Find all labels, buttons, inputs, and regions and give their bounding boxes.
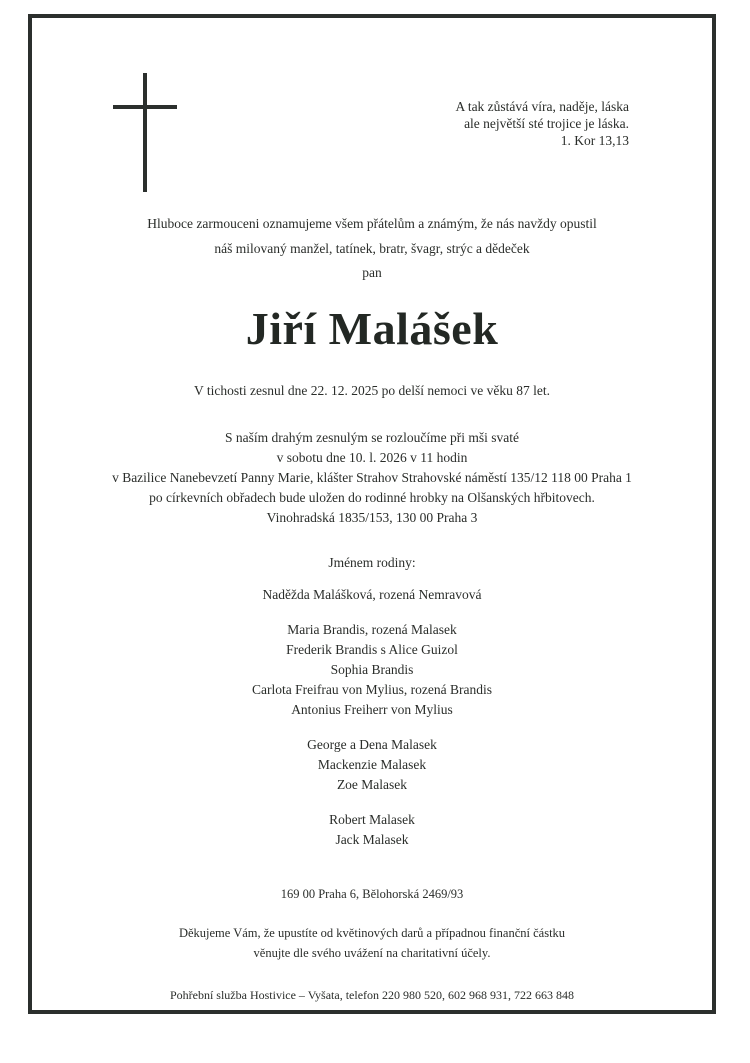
announcement-line-3: pan bbox=[362, 265, 382, 280]
quote-line: ale největší sté trojice je láska. bbox=[464, 116, 629, 131]
family-address: 169 00 Praha 6, Bělohorská 2469/93 bbox=[280, 887, 464, 901]
cross-vertical-bar bbox=[143, 73, 147, 192]
ceremony-line: S naším drahým zesnulým se rozloučíme při mši svaté bbox=[225, 430, 519, 445]
announcement-line-1: Hluboce zarmouceni oznamujeme všem přátelům a známým, že nás navždy opustil bbox=[147, 216, 597, 231]
family-member: Jack Malasek bbox=[335, 832, 409, 847]
family-member: Antonius Freiherr von Mylius bbox=[291, 702, 453, 717]
family-member: Frederik Brandis s Alice Guizol bbox=[286, 642, 458, 657]
ceremony-line: po církevních obřadech bude uložen do rodinné hrobky na Olšanských hřbitovech. bbox=[149, 490, 595, 505]
family-member: Mackenzie Malasek bbox=[317, 757, 427, 772]
family-member: George a Dena Malasek bbox=[307, 737, 437, 752]
family-member: Zoe Malasek bbox=[336, 777, 408, 792]
family-member: Sophia Brandis bbox=[330, 662, 414, 677]
cross-horizontal-bar bbox=[113, 105, 177, 109]
announcement-line-2: náš milovaný manžel, tatínek, bratr, švagr, strýc a dědeček bbox=[214, 241, 530, 256]
family-member: Carlota Freifrau von Mylius, rozená Brandis bbox=[252, 682, 492, 697]
ceremony-line: Vinohradská 1835/153, 130 00 Praha 3 bbox=[266, 510, 478, 525]
family-member: Robert Malasek bbox=[329, 812, 415, 827]
family-member: Maria Brandis, rozená Malasek bbox=[287, 622, 457, 637]
family-member: Naděžda Malášková, rozená Nemravová bbox=[262, 587, 482, 602]
deceased-name: Jiří Malášek bbox=[245, 303, 499, 354]
quote-line: A tak zůstává víra, naděje, láska bbox=[455, 99, 629, 114]
ceremony-line: v Bazilice Nanebevzetí Panny Marie, klášter Strahov Strahovské náměstí 135/12 118 00 Praha 1 bbox=[112, 470, 632, 485]
thanks-line-2: věnujte dle svého uvážení na charitativní účely. bbox=[253, 946, 491, 960]
family-heading: Jménem rodiny: bbox=[328, 555, 416, 570]
quote-reference: 1. Kor 13,13 bbox=[560, 133, 629, 148]
death-notice: V tichosti zesnul dne 22. 12. 2025 po delší nemoci ve věku 87 let. bbox=[194, 383, 550, 398]
thanks-line-1: Děkujeme Vám, že upustíte od květinových darů a případnou finanční částku bbox=[178, 926, 566, 940]
funeral-service-footer: Pohřební služba Hostivice – Vyšata, telefon 220 980 520, 602 968 931, 722 663 848 bbox=[169, 988, 575, 1002]
ceremony-line: v sobotu dne 10. l. 2026 v 11 hodin bbox=[276, 450, 468, 465]
bible-quote bbox=[455, 98, 629, 149]
